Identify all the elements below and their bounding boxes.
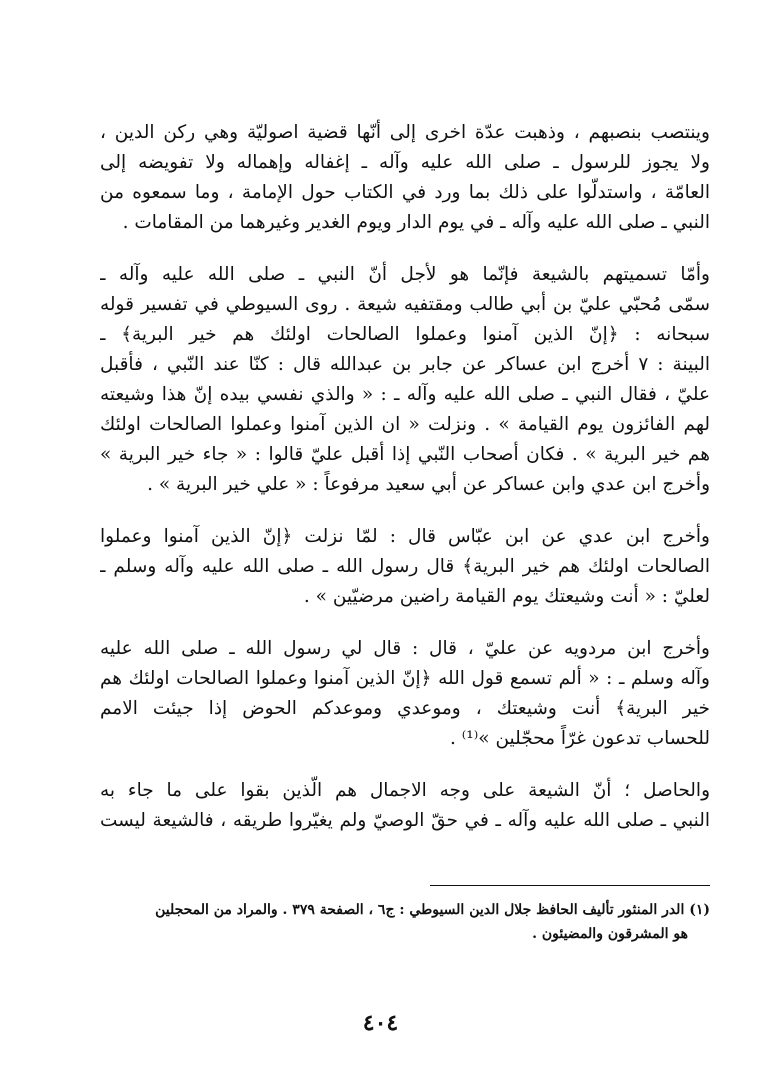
text-line: والحاصل ؛ أنّ الشيعة على وجه الاجمال هم الّذين بقوا على ما جاء به: [100, 780, 710, 801]
text-line: النبي ـ صلى الله عليه وآله ـ في حقّ الوصيّ ولم يغيّروا طريقه ، فالشيعة ليست: [100, 810, 710, 831]
text-line: البينة : ٧ أخرج ابن عساكر عن جابر بن عبدالله قال : كنّا عند النّبي ، فأقبل: [100, 354, 710, 375]
text-line: سمّى مُحبّي عليّ بن أبي طالب ومقتفيه شيعة . روى السيوطي في تفسير قوله: [100, 294, 710, 315]
text-line: سبحانه : ﴿إنّ الذين آمنوا وعملوا الصالحات اولئك هم خير البرية﴾ ـ: [100, 324, 710, 345]
footnote-divider: [430, 885, 710, 886]
text-line: النبي ـ صلى الله عليه وآله ـ في يوم الدار ويوم الغدير وغيرهما من المقامات .: [122, 212, 710, 233]
text-line: خير البرية﴾ أنت وشيعتك ، وموعدي وموعدكم الحوض إذا جيئت الامم: [100, 698, 710, 719]
text-line: وأخرج ابن عدي وابن عساكر عن أبي سعيد مرفوعاً : « علي خير البرية » .: [147, 474, 710, 495]
text-line: وأمّا تسميتهم بالشيعة فإنّما هو لأجل أنّ النبي ـ صلى الله عليه وآله ـ: [100, 264, 710, 285]
footnote: [150, 898, 710, 946]
text-line: ولا يجوز للرسول ـ صلى الله عليه وآله ـ إغفاله وإهماله ولا تفويضه إلى: [100, 152, 710, 173]
text-line: الصالحات اولئك هم خير البرية﴾ قال رسول الله ـ صلى الله عليه وآله وسلم ـ: [100, 556, 710, 577]
text-line: وينتصب بنصبهم ، وذهبت عدّة اخرى إلى أنّها قضية اصوليّة وهي ركن الدين ،: [100, 122, 710, 143]
text-line: وأخرج ابن مردويه عن عليّ ، قال : قال لي رسول الله ـ صلى الله عليه: [100, 638, 710, 659]
footnote-line: هو المشرقون والمضيئون .: [532, 926, 688, 942]
paragraph-2: [100, 260, 710, 500]
paragraph-3: [100, 522, 710, 612]
footnote-line: (١) الدر المنثور تأليف الحافظ جلال الدين السيوطي : ج٦ ، الصفحة ٣٧٩ . والمراد من المحجلين: [155, 902, 710, 918]
paragraph-1: [100, 118, 710, 238]
main-text: [100, 118, 710, 858]
paragraph-4: [100, 634, 710, 754]
text-line: هم خير البرية » . فكان أصحاب النّبي إذا أقبل عليّ قالوا : « جاء خير البرية »: [100, 444, 710, 465]
text-line: لعليّ : « أنت وشيعتك يوم القيامة راضين مرضيّين » .: [303, 586, 710, 607]
paragraph-5: [100, 776, 710, 836]
text-line: عليّ ، فقال النبي ـ صلى الله عليه وآله ـ : « والذي نفسي بيده إنّ هذا وشيعته: [100, 384, 710, 405]
text-line: العامّة ، واستدلّوا على ذلك بما ورد في الكتاب حول الإمامة ، وما سمعوه من: [100, 182, 710, 203]
page-number: ٤٠٤: [362, 1010, 399, 1036]
text-line: وأخرج ابن عدي عن ابن عبّاس قال : لمّا نزلت ﴿إنّ الذين آمنوا وعملوا: [100, 526, 710, 547]
text-line: للحساب تدعون غرّاً محجّلين »⁽¹⁾ .: [449, 728, 710, 749]
text-line: لهم الفائزون يوم القيامة » . ونزلت « ان الذين آمنوا وعملوا الصالحات اولئك: [100, 414, 710, 435]
text-line: وآله وسلم ـ : « ألم تسمع قول الله ﴿إنّ الذين آمنوا وعملوا الصالحات اولئك هم: [100, 668, 710, 689]
